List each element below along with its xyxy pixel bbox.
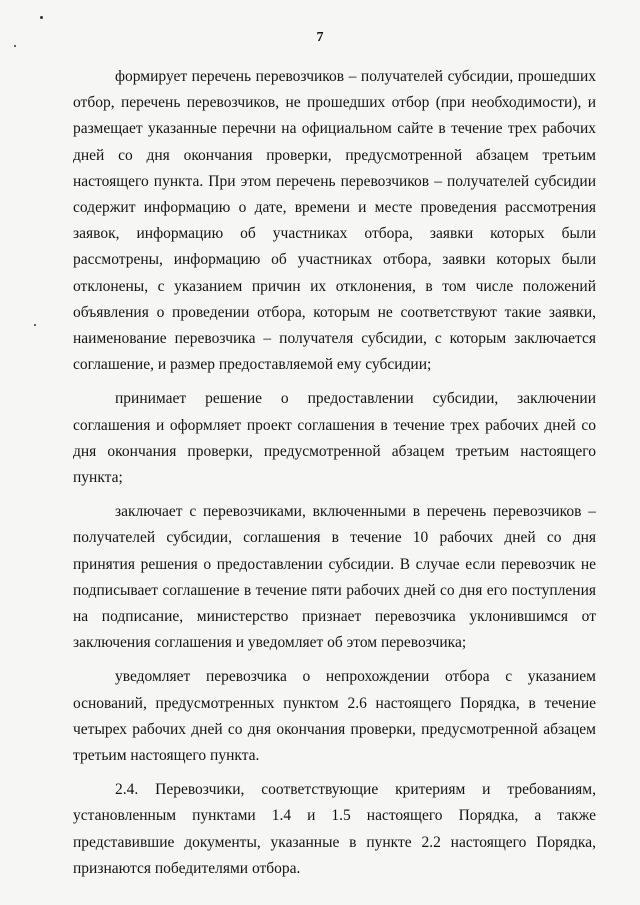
paragraph-list-submission: формирует перечень перевозчиков – получателей субсидии, прошедших отбор, перечень перевозчиков, не прошедших отбор (при необходимости), и размещает указанные перечни на официальном сайте в течение трех рабочих дней со дня окончания проверки, предусмотренной абзацем третьим настоящего пункта. При этом перечень перевозчиков – получателей субсидии содержит информацию о дате, времени и месте проведения рассмотрения заявок, информацию об участниках отбора, заявки которых были рассмотрены, информацию об участниках отбора, заявки которых были отклонены, с указанием причин их отклонения, в том числе положений объявления о проведении отбора, которым не соответствуют такие заявки, наименование перевозчика – получателя субсидии, с которым заключается соглашение, и размер предоставляемой ему субсидии;	[73, 68, 596, 374]
scan-speck	[40, 16, 43, 19]
document-body	[73, 64, 596, 882]
paragraph-agreement: заключает с перевозчиками, включенными в перечень перевозчиков – получателей субсидии, соглашения в течение 10 рабочих дней со дня принятия решения о предоставлении субсидии. В случае если перевозчик не подписывает соглашение в течение пяти рабочих дней со дня его поступления на подписание, министерство признает перевозчика уклонившимся от заключения соглашения и уведомляет об этом перевозчика;	[73, 503, 596, 652]
paragraph-notification: уведомляет перевозчика о непрохождении отбора с указанием оснований, предусмотренных пунктом 2.6 настоящего Порядка, в течение четырех рабочих дней со дня окончания проверки, предусмотренной абзацем третьим настоящего пункта.	[73, 668, 596, 765]
paragraph-decision: принимает решение о предоставлении субсидии, заключении соглашения и оформляет проект соглашения в течение трех рабочих дней со дня окончания проверки, предусмотренной абзацем третьим настоящего пункта;	[73, 390, 596, 487]
paragraph-clause-2-4: 2.4. Перевозчики, соответствующие критериям и требованиям, установленным пунктами 1.4 и 1.5 настоящего Порядка, а также представившие документы, указанные в пункте 2.2 настоящего Порядка, признаются победителями отбора.	[73, 781, 596, 877]
scan-speck	[34, 324, 36, 326]
page-number: 7	[316, 30, 324, 45]
